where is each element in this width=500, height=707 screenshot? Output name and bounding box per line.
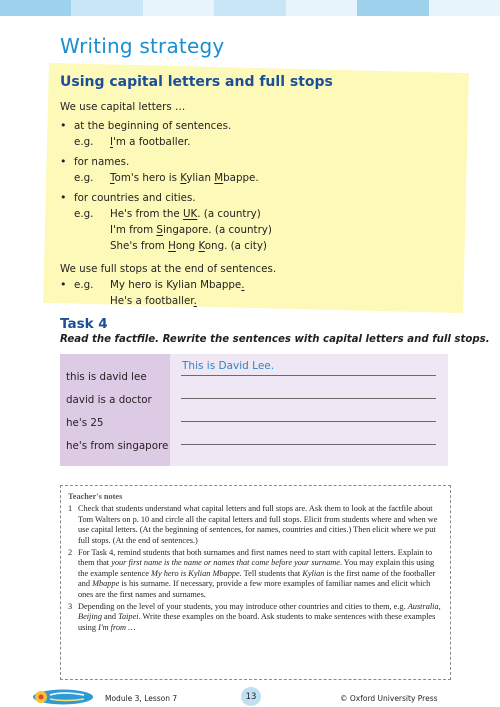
page-title: Writing strategy xyxy=(60,34,225,58)
example-line: My hero is Kylian Mbappe. xyxy=(110,279,245,291)
bullet-item xyxy=(60,118,460,134)
example-line: Tom's hero is Kylian Mbappe. xyxy=(110,172,259,184)
header-band-segment xyxy=(214,0,285,16)
answer-line[interactable] xyxy=(181,421,436,422)
header-color-band xyxy=(0,0,500,16)
example-line: He's a footballer. xyxy=(110,295,197,307)
factfile-item: this is david lee xyxy=(66,371,147,383)
header-band-segment xyxy=(286,0,357,16)
note-number: 1 xyxy=(68,504,73,514)
task-instruction: Read the factfile. Rewrite the sentences with capital letters and full stops. xyxy=(60,334,490,345)
eg-label: e.g. xyxy=(74,172,94,184)
note-number: 3 xyxy=(68,602,73,612)
eg-label: • e.g. xyxy=(74,279,94,291)
answer-example: This is David Lee. xyxy=(182,360,275,372)
note-number: 2 xyxy=(68,548,73,558)
teachers-note-item xyxy=(68,504,443,546)
eg-label: e.g. xyxy=(74,208,94,220)
teachers-notes xyxy=(60,485,451,680)
example-line: She's from Hong Kong. (a city) xyxy=(110,240,267,252)
bullet-item xyxy=(60,277,460,309)
footer-publisher: © Oxford University Press xyxy=(340,694,438,703)
bullet-text: • for names. xyxy=(74,156,130,168)
strategy-note xyxy=(60,70,460,309)
factfile-item: he's from singapore xyxy=(66,440,169,452)
note-text: Check that students understand what capital letters and full stops are. Ask them to look at the factfile about Tom Walters on p. 10 and circle all the capital letters and full stops. Elicit from students where and when we use capital letters. (At the beginning of sentences, for names, countries and cities.) Then elicit where we put full stops. (At the end of sentences.) xyxy=(78,504,438,545)
factfile-column xyxy=(60,354,170,466)
example-row xyxy=(60,206,460,254)
factfile-item: he's 25 xyxy=(66,417,104,429)
capitals-intro: We use capital letters … xyxy=(60,101,186,113)
bullet-text: • at the beginning of sentences. xyxy=(74,120,232,132)
series-logo xyxy=(32,689,94,705)
page-number: 13 xyxy=(241,687,261,706)
footer-module: Module 3, Lesson 7 xyxy=(105,694,178,703)
teachers-note-item xyxy=(68,548,443,600)
bullet-text: • for countries and cities. xyxy=(74,192,196,204)
answer-line[interactable] xyxy=(181,375,436,376)
header-band-segment xyxy=(0,0,71,16)
task-factfile-box xyxy=(60,354,448,466)
example-line: I'm from Singapore. (a country) xyxy=(110,224,272,236)
note-text: For Task 4, remind students that both surnames and first names need to start with capital letters. Explain to them that your first name is the name or names that come before your surname. You may explain this using the example sentence My hero is Kylian Mbappe. Tell students that Kylian is the first name of the footballer and Mbappe is his surname. If necessary, provide a few more examples of familiar names and elicit which ones are the first names and surnames. xyxy=(78,548,436,599)
header-band-segment xyxy=(143,0,214,16)
eg-label: e.g. xyxy=(74,136,94,148)
example-row xyxy=(60,170,460,186)
factfile-item: david is a doctor xyxy=(66,394,152,406)
series-logo-icon xyxy=(32,689,94,705)
answer-line[interactable] xyxy=(181,398,436,399)
example-line: He's from the UK. (a country) xyxy=(110,208,261,220)
header-band-segment xyxy=(71,0,142,16)
example-row xyxy=(60,134,460,150)
header-band-segment xyxy=(357,0,428,16)
example-line: I'm a footballer. xyxy=(110,136,191,148)
bullet-item xyxy=(60,190,460,206)
header-band-segment xyxy=(429,0,500,16)
note-text: Depending on the level of your students, you may introduce other countries and cities to them, e.g. Australia, Beijing and Taipei. Write these examples on the board. Ask students to make sentences with these examples using I'm from … xyxy=(78,602,441,632)
answer-line[interactable] xyxy=(181,444,436,445)
strategy-heading: Using capital letters and full stops xyxy=(60,74,333,90)
full-stops-intro: We use full stops at the end of sentences. xyxy=(60,263,277,275)
bullet-item xyxy=(60,154,460,170)
task-title: Task 4 xyxy=(60,316,108,332)
teachers-notes-title: Teacher's notes xyxy=(68,492,123,501)
teachers-note-item xyxy=(68,602,443,633)
